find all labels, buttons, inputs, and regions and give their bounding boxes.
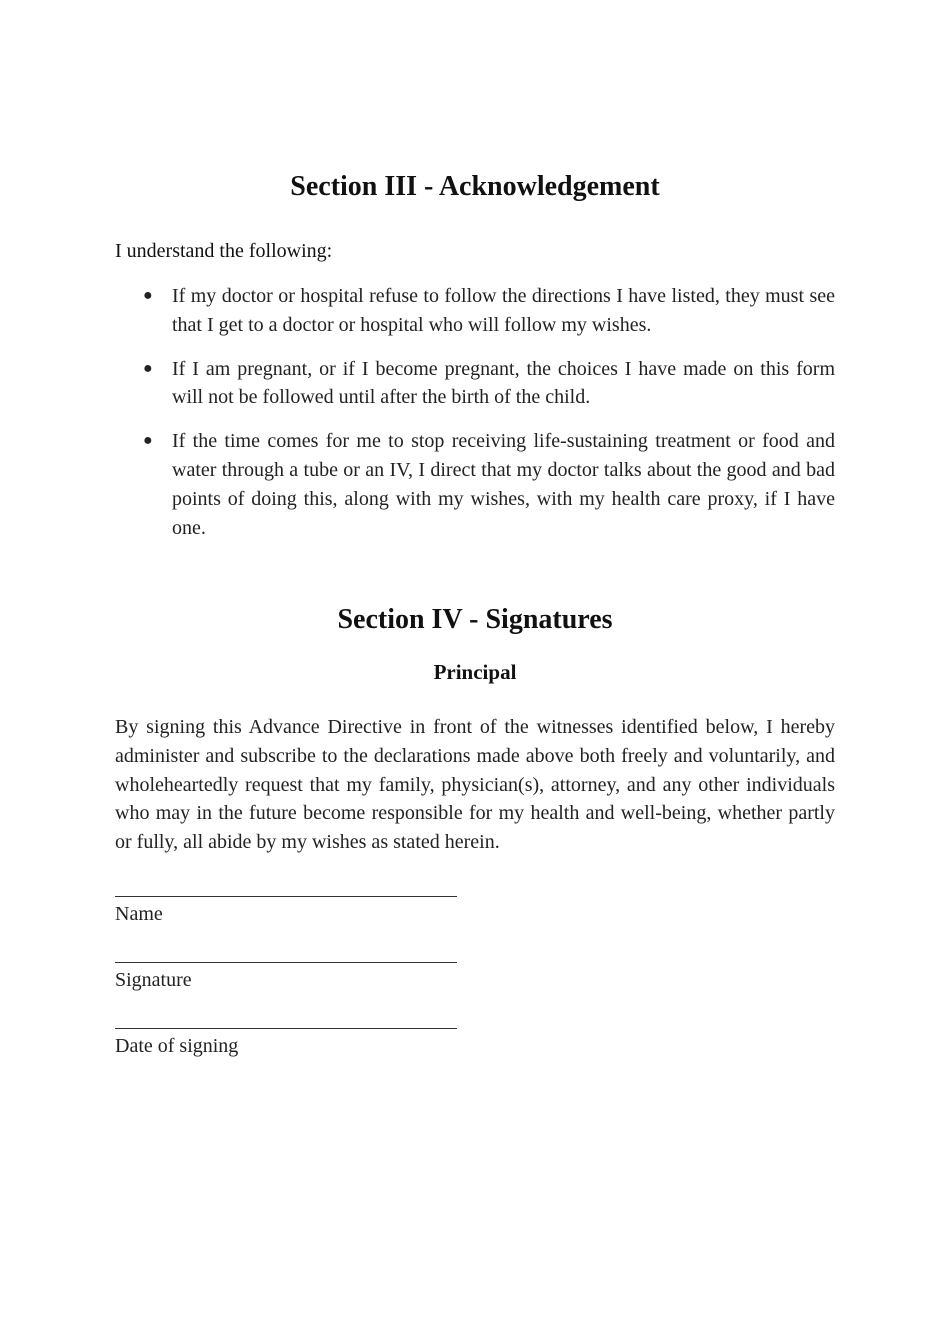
name-field[interactable] (115, 896, 460, 927)
bullet-icon: ● (143, 287, 153, 304)
list-item (115, 355, 835, 413)
signature-line[interactable] (115, 962, 457, 963)
list-item (115, 427, 835, 542)
date-label: Date of signing (115, 1035, 239, 1057)
date-of-signing-field[interactable] (115, 1028, 460, 1059)
bullet-icon: ● (143, 359, 153, 377)
acknowledgement-list (115, 282, 835, 557)
list-item-text: If I am pregnant, or if I become pregnant, the choices I have made on this form will not be followed until after the birth of the child. (172, 357, 835, 409)
signature-field[interactable] (115, 962, 460, 993)
acknowledgement-intro: I understand the following: (115, 240, 333, 262)
date-line[interactable] (115, 1028, 457, 1029)
list-item-text: If the time comes for me to stop receiving life-sustaining treatment or food and water through a tube or an IV, I direct that my doctor talks about the good and bad points of doing this, along with my wishes, with my health care proxy, if I have one. (172, 430, 835, 539)
list-item-text: If my doctor or hospital refuse to follow the directions I have listed, they must see that I get to a doctor or hospital who will follow my wishes. (172, 285, 835, 336)
list-item (115, 282, 835, 340)
section-3-title: Section III - Acknowledgement (290, 171, 660, 202)
principal-subtitle: Principal (433, 660, 517, 684)
name-label: Name (115, 903, 163, 925)
bullet-icon: ● (143, 432, 153, 450)
signature-label: Signature (115, 969, 192, 991)
section-4-title: Section IV - Signatures (337, 604, 613, 635)
principal-declaration: By signing this Advance Directive in front of the witnesses identified below, I hereby administer and subscribe to the declarations made above both freely and voluntarily, and wholeheartedly request that my family, physician(s), attorney, and any other individuals who may in the future become responsible for my health and well-being, whether partly or fully, all abide by my wishes as stated herein. (115, 716, 835, 854)
name-line[interactable] (115, 896, 457, 897)
